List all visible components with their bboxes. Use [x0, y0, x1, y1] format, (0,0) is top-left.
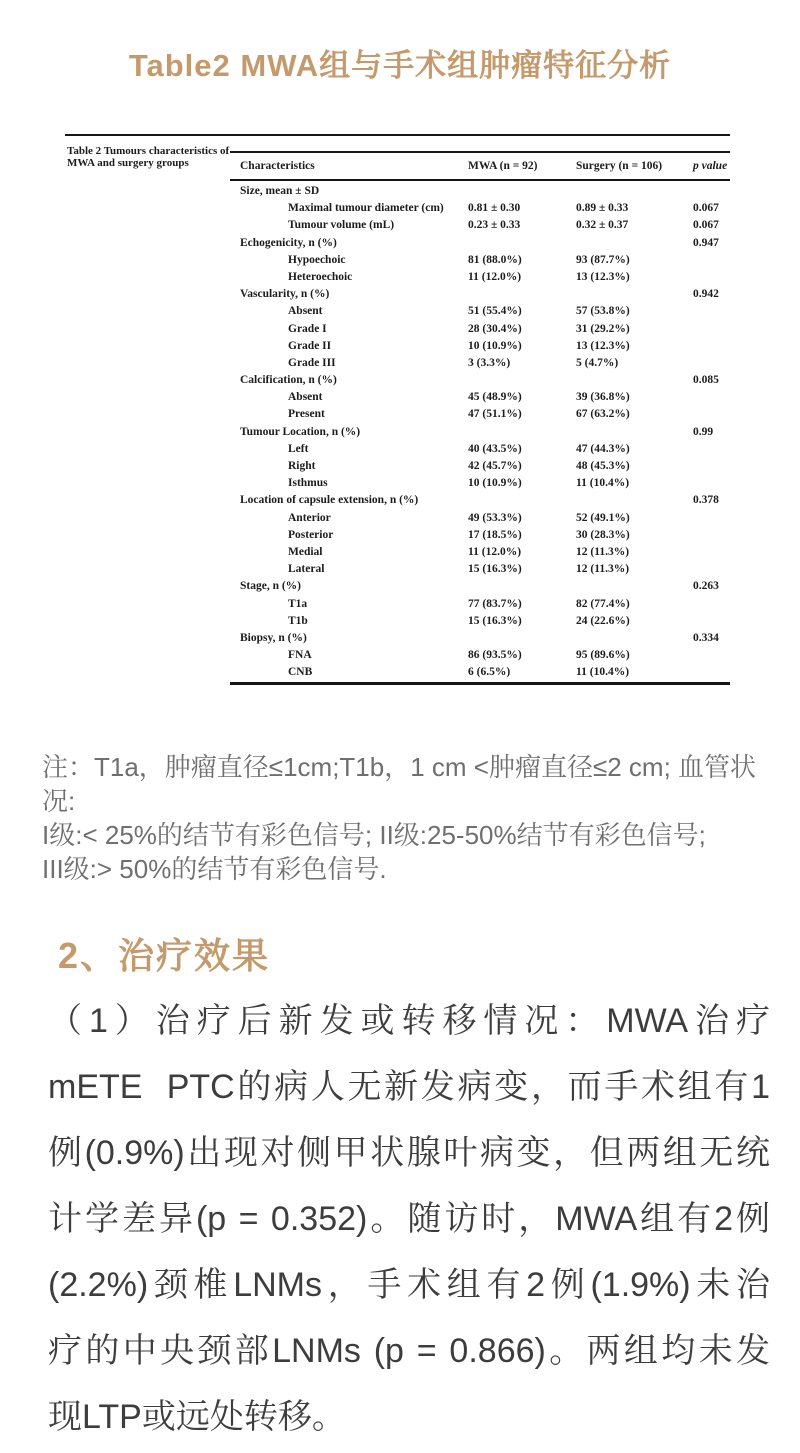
surgery-value: 39 (36.8%) [576, 391, 630, 404]
surgery-value: 0.32 ± 0.37 [576, 219, 629, 232]
surgery-value: 11 (10.4%) [576, 477, 630, 490]
table-row [230, 286, 730, 303]
surgery-value: 5 (4.7%) [576, 356, 619, 369]
surgery-value: 48 (45.3%) [576, 460, 630, 472]
surgery-value: 47 (44.3%) [576, 442, 630, 455]
table-row [230, 372, 730, 389]
row-label: Medial [288, 545, 323, 558]
mwa-value: 86 (93.5%) [468, 649, 522, 662]
paragraph-line: 例(0.9%)出现对侧甲状腺叶病变，但两组无统 [48, 1134, 770, 1172]
table-row [230, 578, 730, 595]
row-label: Anterior [288, 511, 331, 524]
table-row [230, 200, 730, 217]
table-footnote [42, 750, 772, 886]
table-caption-text: Tumours characteristics of MWA and surgery groups [67, 145, 230, 169]
result-paragraph [48, 988, 770, 1450]
mwa-value: 15 (16.3%) [468, 614, 522, 627]
surgery-value: 0.89 ± 0.33 [576, 202, 629, 215]
row-label: Tumour Location, n (%) [240, 425, 361, 438]
table-header-rule [230, 179, 730, 181]
table-row [230, 303, 730, 320]
surgery-value: 12 (11.3%) [576, 545, 630, 558]
table-row [230, 321, 730, 338]
scan-top-rule [65, 134, 730, 136]
footnote-line: I级:< 25%的结节有彩色信号; II级:25-50%结节有彩色信号; [42, 820, 706, 850]
table-row [230, 424, 730, 441]
row-label: Left [288, 442, 309, 455]
row-label: Absent [288, 391, 323, 404]
table-row [230, 561, 730, 578]
paragraph-line: 疗的中央颈部LNMs (p = 0.866)。两组均未发 [48, 1332, 770, 1370]
footnote-line: 注：T1a，肿瘤直径≤1cm;T1b，1 cm <肿瘤直径≤2 cm; 血管状况: [42, 752, 757, 816]
table-row [230, 355, 730, 372]
table-header-row [230, 153, 730, 179]
row-label: Biopsy, n (%) [240, 631, 307, 644]
table-scan-figure [65, 130, 730, 695]
table-row [230, 647, 730, 664]
row-label: T1a [288, 597, 308, 610]
mwa-value: 49 (53.3%) [468, 511, 522, 524]
surgery-value: 12 (11.3%) [576, 563, 630, 576]
p-value: 0.067 [693, 219, 719, 232]
section-heading-treatment-effect: 2、治疗效果 [58, 935, 271, 976]
table-row [230, 458, 730, 475]
row-label: Present [288, 408, 325, 421]
row-label: T1b [288, 614, 308, 627]
mwa-value: 0.81 ± 0.30 [468, 202, 521, 215]
surgery-value: 13 (12.3%) [576, 339, 630, 352]
paragraph-line: 计学差异(p = 0.352)。随访时，MWA组有2例 [48, 1200, 770, 1238]
row-label: Heteroechoic [288, 270, 353, 283]
mwa-value: 42 (45.7%) [468, 460, 522, 472]
row-label: CNB [288, 666, 313, 679]
column-header-characteristics: Characteristics [240, 160, 315, 172]
surgery-value: 57 (53.8%) [576, 305, 630, 318]
mwa-value: 77 (83.7%) [468, 597, 522, 610]
table-row [230, 235, 730, 252]
table-row [230, 217, 730, 234]
p-value: 0.947 [693, 236, 719, 249]
surgery-value: 95 (89.6%) [576, 649, 630, 662]
row-label: FNA [288, 649, 312, 662]
table-row [230, 613, 730, 630]
surgery-value: 82 (77.4%) [576, 597, 630, 610]
row-label: Tumour volume (mL) [288, 219, 395, 232]
mwa-value: 28 (30.4%) [468, 322, 522, 335]
table-body [230, 183, 730, 681]
row-label: Size, mean ± SD [240, 185, 320, 197]
table-row [230, 527, 730, 544]
row-label: Grade I [288, 322, 327, 335]
table-row [230, 475, 730, 492]
row-label: Lateral [288, 563, 325, 576]
table-row [230, 252, 730, 269]
paragraph-line: （1）治疗后新发或转移情况：MWA治疗 [48, 1002, 770, 1040]
table-bottom-rule [230, 682, 730, 685]
row-label: Grade III [288, 356, 336, 369]
surgery-value: 52 (49.1%) [576, 511, 630, 524]
surgery-value: 67 (63.2%) [576, 408, 630, 421]
row-label: Maximal tumour diameter (cm) [288, 202, 444, 215]
mwa-value: 40 (43.5%) [468, 442, 522, 455]
table-row [230, 183, 730, 200]
p-value: 0.942 [693, 288, 719, 301]
table-row [230, 596, 730, 613]
table-row [230, 389, 730, 406]
mwa-value: 51 (55.4%) [468, 305, 522, 318]
row-label: Isthmus [288, 477, 328, 490]
p-value: 0.263 [693, 580, 719, 593]
mwa-value: 10 (10.9%) [468, 477, 522, 490]
surgery-value: 93 (87.7%) [576, 253, 630, 266]
table-row [230, 492, 730, 509]
row-label: Hypoechoic [288, 253, 346, 266]
paragraph-line: 现LTP或远处转移。 [48, 1398, 346, 1436]
mwa-value: 15 (16.3%) [468, 563, 522, 576]
row-label: Right [288, 460, 316, 472]
column-header-pvalue: p value [693, 160, 728, 172]
surgery-value: 11 (10.4%) [576, 666, 630, 679]
footnote-line: III级:> 50%的结节有彩色信号. [42, 854, 387, 884]
row-label: Vascularity, n (%) [240, 288, 330, 301]
p-value: 0.378 [693, 494, 719, 507]
mwa-value: 17 (18.5%) [468, 528, 522, 541]
table-row [230, 406, 730, 423]
row-label: Absent [288, 305, 323, 318]
table-row [230, 510, 730, 527]
row-label: Stage, n (%) [240, 580, 302, 593]
page-title: Table2 MWA组与手术组肿瘤特征分析 [128, 48, 672, 83]
column-header-surgery: Surgery (n = 106) [576, 160, 663, 172]
paragraph-line: mETE PTC的病人无新发病变，而手术组有1 [48, 1068, 770, 1106]
mwa-value: 11 (12.0%) [468, 545, 522, 558]
table-row [230, 630, 730, 647]
mwa-value: 0.23 ± 0.33 [468, 219, 521, 232]
table-row [230, 338, 730, 355]
paragraph-line: (2.2%)颈椎LNMs，手术组有2例(1.9%)未治 [48, 1266, 770, 1304]
p-value: 0.085 [693, 374, 719, 387]
table-row [230, 664, 730, 681]
row-label: Grade II [288, 339, 332, 352]
surgery-value: 13 (12.3%) [576, 270, 630, 283]
table-row [230, 441, 730, 458]
p-value: 0.99 [693, 425, 714, 438]
table-caption-number: Table 2 [67, 145, 102, 157]
row-label: Echogenicity, n (%) [240, 236, 337, 249]
mwa-value: 47 (51.1%) [468, 408, 522, 421]
surgery-value: 31 (29.2%) [576, 322, 630, 335]
row-label: Location of capsule extension, n (%) [240, 494, 419, 507]
surgery-value: 24 (22.6%) [576, 614, 630, 627]
p-value: 0.334 [693, 631, 719, 644]
mwa-value: 10 (10.9%) [468, 339, 522, 352]
mwa-value: 3 (3.3%) [468, 356, 511, 369]
table-row [230, 544, 730, 561]
surgery-value: 30 (28.3%) [576, 528, 630, 541]
mwa-value: 6 (6.5%) [468, 666, 511, 679]
column-header-mwa: MWA (n = 92) [468, 160, 538, 172]
table-caption [67, 146, 247, 169]
mwa-value: 11 (12.0%) [468, 270, 522, 283]
mwa-value: 81 (88.0%) [468, 253, 522, 266]
p-value: 0.067 [693, 202, 719, 215]
row-label: Posterior [288, 528, 334, 541]
mwa-value: 45 (48.9%) [468, 391, 522, 404]
row-label: Calcification, n (%) [240, 374, 337, 387]
table-row [230, 269, 730, 286]
